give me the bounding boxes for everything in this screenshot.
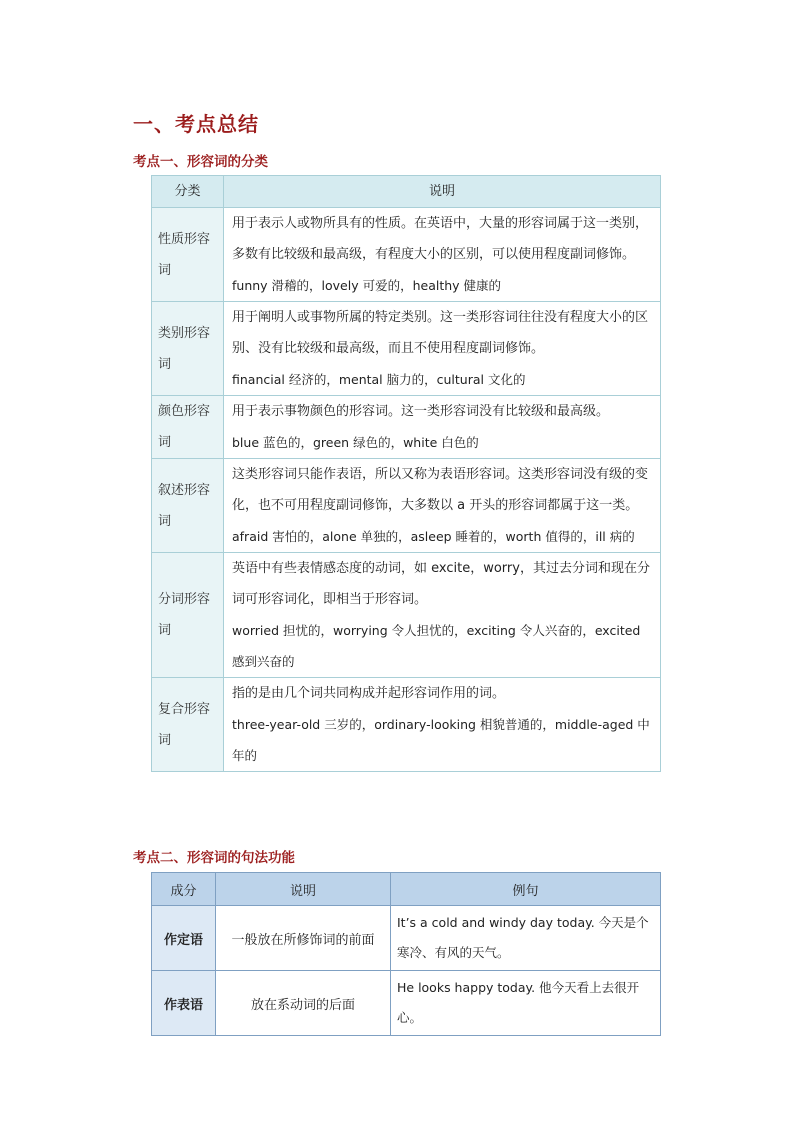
header-description: 说明 xyxy=(216,873,391,906)
header-role: 成分 xyxy=(152,873,216,906)
table-row xyxy=(152,553,661,678)
section1-title: 考点一、形容词的分类 xyxy=(133,154,268,170)
main-heading: 一、考点总结 xyxy=(133,112,259,136)
description-text: 英语中有些表情感态度的动词，如 excite，worry，其过去分词和现在分词可形容词化，即相当于形容词。 xyxy=(232,561,650,607)
row-description xyxy=(224,302,661,396)
description-text: 用于阐明人或事物所属的特定类别。这一类形容词往往没有程度大小的区别、没有比较级和最高级，而且不使用程度副词修饰。 xyxy=(232,310,649,356)
table-row xyxy=(152,302,661,396)
adjective-classification-table xyxy=(151,175,661,772)
row-description xyxy=(224,208,661,302)
description-text: 这类形容词只能作表语，所以又称为表语形容词。这类形容词没有级的变化，也不可用程度副词修饰，大多数以 a 开头的形容词都属于这一类。 xyxy=(232,467,649,513)
example-text: worried 担忧的，worrying 令人担忧的，exciting 令人兴奋的，excited 感到兴奋的 xyxy=(232,623,641,669)
row-description xyxy=(224,553,661,678)
row-description xyxy=(224,396,661,459)
row-category: 复合形容词 xyxy=(152,678,224,772)
example-text: financial 经济的，mental 脑力的，cultural 文化的 xyxy=(232,372,526,387)
table-row xyxy=(152,678,661,772)
row-description xyxy=(224,459,661,553)
description-text: 指的是由几个词共同构成并起形容词作用的词。 xyxy=(232,686,506,701)
adjective-function-table xyxy=(151,872,661,1036)
row-category: 分词形容词 xyxy=(152,553,224,678)
row-category: 类别形容词 xyxy=(152,302,224,396)
row-category: 颜色形容词 xyxy=(152,396,224,459)
example-text: blue 蓝色的，green 绿色的，white 白色的 xyxy=(232,435,479,450)
table-row xyxy=(152,971,661,1036)
example-text: afraid 害怕的，alone 单独的，asleep 睡着的，worth 值得的，ill 病的 xyxy=(232,529,635,544)
table-row xyxy=(152,906,661,971)
row-example: He looks happy today. 他今天看上去很开心。 xyxy=(391,971,661,1036)
example-text: funny 滑稽的，lovely 可爱的，healthy 健康的 xyxy=(232,278,502,293)
row-example: It’s a cold and windy day today. 今天是个寒冷、有风的天气。 xyxy=(391,906,661,971)
row-role: 作定语 xyxy=(152,906,216,971)
example-text: three-year-old 三岁的，ordinary-looking 相貌普通的，middle-aged 中年的 xyxy=(232,717,650,763)
table-header-row xyxy=(152,176,661,208)
row-description: 放在系动词的后面 xyxy=(216,971,391,1036)
header-category: 分类 xyxy=(152,176,224,208)
description-text: 用于表示事物颜色的形容词。这一类形容词没有比较级和最高级。 xyxy=(232,404,610,419)
row-description xyxy=(224,678,661,772)
row-role: 作表语 xyxy=(152,971,216,1036)
header-description: 说明 xyxy=(224,176,661,208)
section2-title: 考点二、形容词的句法功能 xyxy=(133,850,295,866)
row-category: 性质形容词 xyxy=(152,208,224,302)
table-row xyxy=(152,396,661,459)
table-row xyxy=(152,208,661,302)
description-text: 用于表示人或物所具有的性质。在英语中，大量的形容词属于这一类别，多数有比较级和最高级，有程度大小的区别，可以使用程度副词修饰。 xyxy=(232,216,649,262)
table-header-row xyxy=(152,873,661,906)
row-description: 一般放在所修饰词的前面 xyxy=(216,906,391,971)
header-example: 例句 xyxy=(391,873,661,906)
table-row xyxy=(152,459,661,553)
row-category: 叙述形容词 xyxy=(152,459,224,553)
